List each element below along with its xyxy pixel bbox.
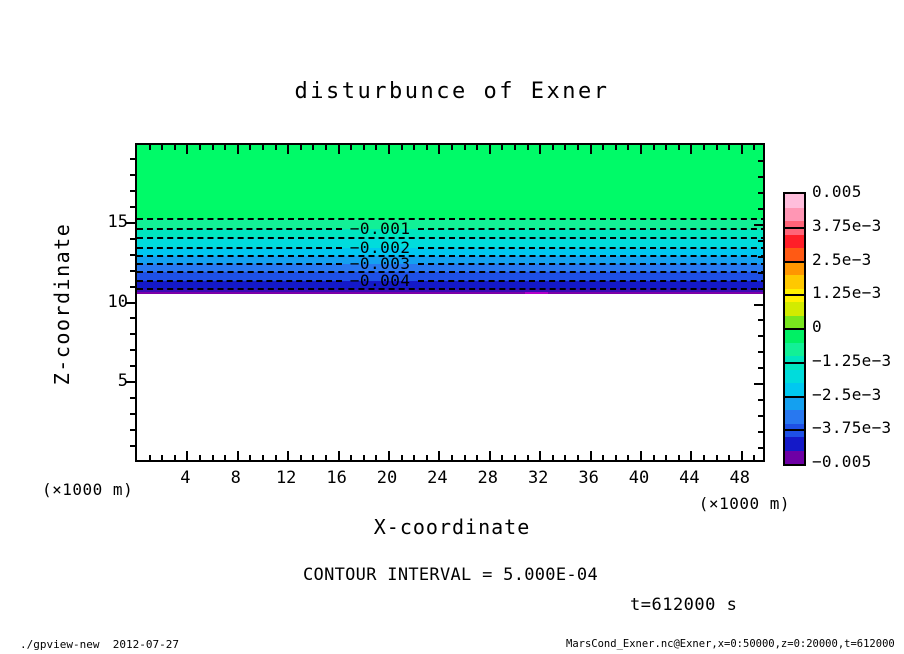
x-tick-label: 12 — [275, 468, 297, 488]
x-axis-unit-label: (×1000 m) — [698, 494, 790, 513]
y-axis-tick — [758, 272, 763, 274]
x-axis-tick — [476, 455, 478, 460]
y-tick-label: 15 — [107, 211, 128, 232]
contour-line — [137, 218, 765, 220]
colorbar-step — [785, 208, 804, 222]
colorbar-step — [785, 302, 804, 316]
x-axis-tick — [426, 455, 428, 460]
y-axis-tick — [130, 397, 135, 399]
time-note: t=612000 s — [630, 595, 738, 615]
x-axis-tick — [527, 455, 529, 460]
x-axis-tick — [690, 451, 692, 460]
colorbar-tick-label: 2.5e−3 — [812, 249, 872, 269]
x-axis-tick — [224, 145, 226, 150]
contour-line — [137, 280, 342, 282]
colorbar-tick-line — [785, 261, 804, 263]
contour-line — [137, 263, 342, 265]
x-axis-tick — [287, 145, 289, 154]
x-axis-tick — [199, 145, 201, 150]
x-axis-tick — [161, 145, 163, 150]
colorbar-step — [785, 262, 804, 276]
y-axis-tick — [758, 351, 763, 353]
x-axis-tick — [615, 455, 617, 460]
x-axis-tick — [476, 145, 478, 150]
colorbar-tick-label: 0.005 — [812, 182, 862, 201]
x-axis-tick — [627, 145, 629, 150]
x-axis-tick — [325, 455, 327, 460]
y-axis-tick — [130, 445, 135, 447]
x-tick-label: 44 — [679, 468, 700, 488]
contour-line — [418, 228, 765, 230]
x-axis-tick — [249, 455, 251, 460]
x-axis-tick — [388, 451, 390, 460]
y-axis-tick — [130, 286, 135, 288]
x-axis-tick — [413, 145, 415, 150]
colorbar-tick-label: −3.75e−3 — [812, 418, 892, 438]
x-tick-label: 36 — [578, 468, 599, 488]
contour-label: −0.002 — [349, 237, 411, 257]
x-axis-tick — [501, 455, 503, 460]
x-axis-tick — [590, 451, 592, 460]
y-axis-tick — [754, 224, 763, 226]
x-tick-label: 4 — [180, 468, 191, 488]
contour-line — [137, 228, 342, 230]
colorbar-step — [785, 235, 804, 249]
x-axis-tick — [350, 455, 352, 460]
x-axis-tick — [287, 451, 289, 460]
y-axis-tick — [758, 415, 763, 417]
y-axis-title: Z-coordinate — [50, 222, 74, 386]
x-axis-tick — [199, 455, 201, 460]
x-axis-tick — [224, 455, 226, 460]
colorbar-step — [785, 194, 804, 208]
x-tick-label: 24 — [427, 468, 448, 488]
colorbar-step — [785, 343, 804, 357]
x-tick-label: 20 — [376, 468, 398, 488]
y-axis-tick — [130, 429, 135, 431]
x-axis-tick — [489, 145, 491, 154]
x-axis-tick — [564, 455, 566, 460]
x-axis-tick — [716, 145, 718, 150]
x-axis-tick — [237, 145, 239, 154]
x-axis-tick — [363, 145, 365, 150]
y-tick-label: 10 — [107, 291, 128, 312]
y-axis-tick — [130, 317, 135, 319]
y-axis-tick — [758, 208, 763, 210]
y-axis-tick — [754, 383, 763, 385]
x-axis-tick — [678, 455, 680, 460]
colorbar-step — [785, 437, 804, 451]
x-axis-tick — [627, 455, 629, 460]
colorbar-tick-label: −0.005 — [812, 452, 872, 471]
x-axis-tick — [262, 145, 264, 150]
x-axis-tick — [602, 455, 604, 460]
x-axis-tick — [174, 145, 176, 150]
x-axis-tick — [300, 145, 302, 150]
colorbar-tick-line — [785, 429, 804, 431]
x-tick-label: 28 — [477, 468, 499, 488]
x-axis-tick — [363, 455, 365, 460]
x-axis-tick — [451, 455, 453, 460]
contour-line — [418, 247, 765, 249]
x-axis-tick — [149, 145, 151, 150]
color-band — [137, 294, 763, 462]
y-axis-tick — [758, 431, 763, 433]
x-axis-tick — [653, 145, 655, 150]
x-axis-tick — [678, 145, 680, 150]
colorbar-step — [785, 370, 804, 384]
colorbar-step — [785, 383, 804, 397]
y-axis-tick — [758, 399, 763, 401]
x-axis-tick — [300, 455, 302, 460]
x-axis-tick — [275, 455, 277, 460]
x-tick-label: 32 — [527, 468, 549, 488]
x-axis-tick — [741, 451, 743, 460]
x-axis-tick — [325, 145, 327, 150]
x-axis-tick — [401, 455, 403, 460]
x-axis-tick — [514, 455, 516, 460]
x-axis-tick — [438, 451, 440, 460]
y-tick-label: 5 — [117, 371, 128, 392]
y-axis-tick — [130, 349, 135, 351]
x-axis-tick — [753, 455, 755, 460]
x-axis-tick — [514, 145, 516, 150]
colorbar — [783, 192, 806, 466]
x-axis-tick — [615, 145, 617, 150]
x-axis-tick — [438, 145, 440, 154]
y-axis-tick — [130, 158, 135, 160]
x-tick-label: 48 — [729, 468, 751, 488]
colorbar-tick-line — [785, 227, 804, 229]
colorbar-step — [785, 248, 804, 262]
colorbar-tick-line — [785, 294, 804, 296]
y-axis-tick — [130, 174, 135, 176]
x-axis-tick — [703, 145, 705, 150]
x-axis-title: X-coordinate — [373, 515, 531, 539]
y-axis-tick — [130, 365, 135, 367]
x-axis-tick — [564, 145, 566, 150]
x-axis-tick — [174, 455, 176, 460]
contour-label: −0.004 — [349, 270, 411, 290]
x-axis-tick — [741, 145, 743, 154]
x-axis-tick — [527, 145, 529, 150]
x-axis-tick — [602, 145, 604, 150]
colorbar-tick-label: −2.5e−3 — [812, 384, 882, 404]
x-axis-tick — [753, 145, 755, 150]
x-axis-tick — [350, 145, 352, 150]
x-axis-tick — [212, 455, 214, 460]
y-axis-tick — [130, 206, 135, 208]
y-axis-tick — [758, 288, 763, 290]
x-axis-tick — [690, 145, 692, 154]
contour-label: −0.001 — [349, 219, 411, 239]
y-axis-tick — [758, 367, 763, 369]
colorbar-step — [785, 316, 804, 330]
footer-command: ./gpview-new 2012-07-27 — [20, 638, 179, 651]
x-axis-tick — [728, 145, 730, 150]
y-axis-tick — [130, 254, 135, 256]
x-axis-tick — [728, 455, 730, 460]
colorbar-tick-line — [785, 396, 804, 398]
x-axis-tick — [539, 145, 541, 154]
x-tick-label: 8 — [230, 468, 241, 488]
x-axis-tick — [590, 145, 592, 154]
y-axis-tick — [758, 256, 763, 258]
color-band — [137, 145, 763, 219]
x-axis-tick — [413, 455, 415, 460]
x-axis-tick — [338, 145, 340, 154]
x-axis-tick — [552, 145, 554, 150]
y-axis-tick — [130, 270, 135, 272]
anomaly-mark — [525, 292, 548, 294]
contour-line — [137, 255, 765, 257]
x-axis-tick — [186, 451, 188, 460]
x-axis-tick — [161, 455, 163, 460]
colorbar-tick-line — [785, 362, 804, 364]
colorbar-tick-label: 1.25e−3 — [812, 283, 882, 303]
x-axis-tick — [665, 455, 667, 460]
contour-line — [137, 247, 342, 249]
x-axis-tick — [401, 145, 403, 150]
x-axis-tick — [552, 455, 554, 460]
y-axis-tick — [130, 238, 135, 240]
contour-line — [418, 263, 765, 265]
x-axis-tick — [464, 145, 466, 150]
x-axis-tick — [275, 145, 277, 150]
x-axis-tick — [388, 145, 390, 154]
x-axis-tick — [426, 145, 428, 150]
contour-line — [137, 237, 765, 239]
colorbar-tick-label: 3.75e−3 — [812, 215, 882, 235]
x-axis-tick — [312, 145, 314, 150]
footer-source: MarsCond_Exner.nc@Exner,x=0:50000,z=0:20000,t=612000 — [566, 638, 895, 650]
colorbar-step — [785, 410, 804, 424]
x-axis-tick — [640, 145, 642, 154]
y-axis-tick — [758, 335, 763, 337]
colorbar-tick-label: 0 — [812, 317, 822, 336]
x-axis-tick — [501, 145, 503, 150]
y-axis-tick — [758, 192, 763, 194]
y-axis-tick — [130, 190, 135, 192]
x-axis-tick — [375, 455, 377, 460]
colorbar-step — [785, 275, 804, 289]
x-axis-tick — [665, 145, 667, 150]
x-axis-tick — [375, 145, 377, 150]
colorbar-step — [785, 451, 804, 465]
x-axis-tick — [249, 145, 251, 150]
x-axis-tick — [640, 451, 642, 460]
x-axis-tick — [577, 455, 579, 460]
x-tick-label: 16 — [326, 468, 347, 488]
x-axis-tick — [464, 455, 466, 460]
x-axis-tick — [703, 455, 705, 460]
x-tick-label: 40 — [628, 468, 650, 488]
x-axis-tick — [262, 455, 264, 460]
y-axis-tick — [758, 319, 763, 321]
x-axis-tick — [539, 451, 541, 460]
x-axis-tick — [149, 455, 151, 460]
y-axis-tick — [758, 447, 763, 449]
contour-line — [137, 288, 765, 290]
contour-interval-note: CONTOUR INTERVAL = 5.000E-04 — [303, 565, 598, 585]
y-axis-tick — [758, 176, 763, 178]
contour-label: −0.003 — [349, 254, 411, 274]
colorbar-step — [785, 397, 804, 411]
contour-line — [137, 271, 765, 273]
y-axis-tick — [758, 160, 763, 162]
x-axis-tick — [577, 145, 579, 150]
plot-area — [135, 143, 765, 462]
colorbar-tick-label: −1.25e−3 — [812, 350, 892, 370]
y-axis-tick — [130, 333, 135, 335]
x-axis-tick — [338, 451, 340, 460]
y-axis-tick — [130, 413, 135, 415]
y-axis-unit-label: (×1000 m) — [42, 480, 134, 499]
x-axis-tick — [489, 451, 491, 460]
plot-title: disturbunce of Exner — [294, 79, 610, 104]
colorbar-tick-line — [785, 328, 804, 330]
x-axis-tick — [312, 455, 314, 460]
colorbar-step — [785, 329, 804, 343]
x-axis-tick — [451, 145, 453, 150]
x-axis-tick — [212, 145, 214, 150]
x-axis-tick — [237, 451, 239, 460]
y-axis-tick — [758, 240, 763, 242]
y-axis-tick — [754, 304, 763, 306]
contour-line — [418, 280, 765, 282]
x-axis-tick — [186, 145, 188, 154]
x-axis-tick — [653, 455, 655, 460]
x-axis-tick — [716, 455, 718, 460]
